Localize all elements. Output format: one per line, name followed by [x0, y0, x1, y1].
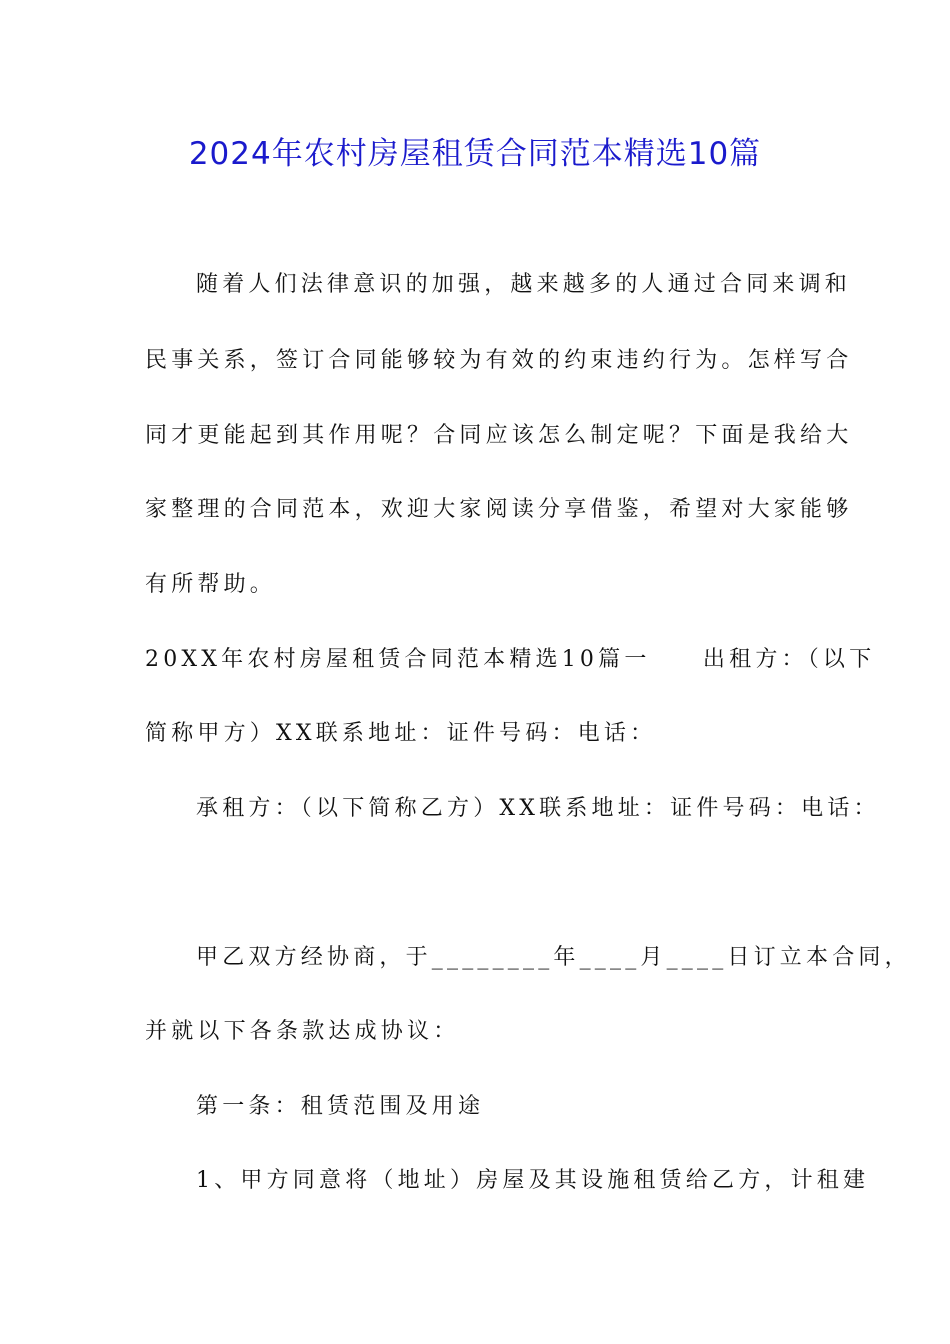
paragraph-line: 随着人们法律意识的加强，越来越多的人通过合同来调和 — [196, 272, 852, 297]
paragraph-line: 家整理的合同范本，欢迎大家阅读分享借鉴，希望对大家能够 — [145, 497, 853, 522]
paragraph-line: 同才更能起到其作用呢？合同应该怎么制定呢？下面是我给大 — [145, 423, 853, 448]
paragraph-line: 承租方：（以下简称乙方）XX联系地址：证件号码：电话： — [196, 796, 880, 821]
paragraph-line: 并就以下各条款达成协议： — [145, 1019, 460, 1044]
paragraph-line: 甲乙双方经协商，于________年____月____日订立本合同， — [196, 945, 911, 970]
paragraph-line: 有所帮助。 — [145, 572, 277, 597]
document-title: 2024年农村房屋租赁合同范本精选10篇 — [188, 136, 762, 172]
section-heading: 第一条：租赁范围及用途 — [196, 1094, 485, 1119]
paragraph-line: 20XX年农村房屋租赁合同范本精选10篇一 出租方：（以下 — [145, 647, 876, 672]
paragraph-line: 简称甲方）XX联系地址：证件号码：电话： — [145, 721, 657, 746]
paragraph-line: 民事关系，签订合同能够较为有效的约束违约行为。怎样写合 — [145, 348, 853, 373]
paragraph-line: 1、甲方同意将（地址）房屋及其设施租赁给乙方，计租建 — [196, 1168, 870, 1193]
